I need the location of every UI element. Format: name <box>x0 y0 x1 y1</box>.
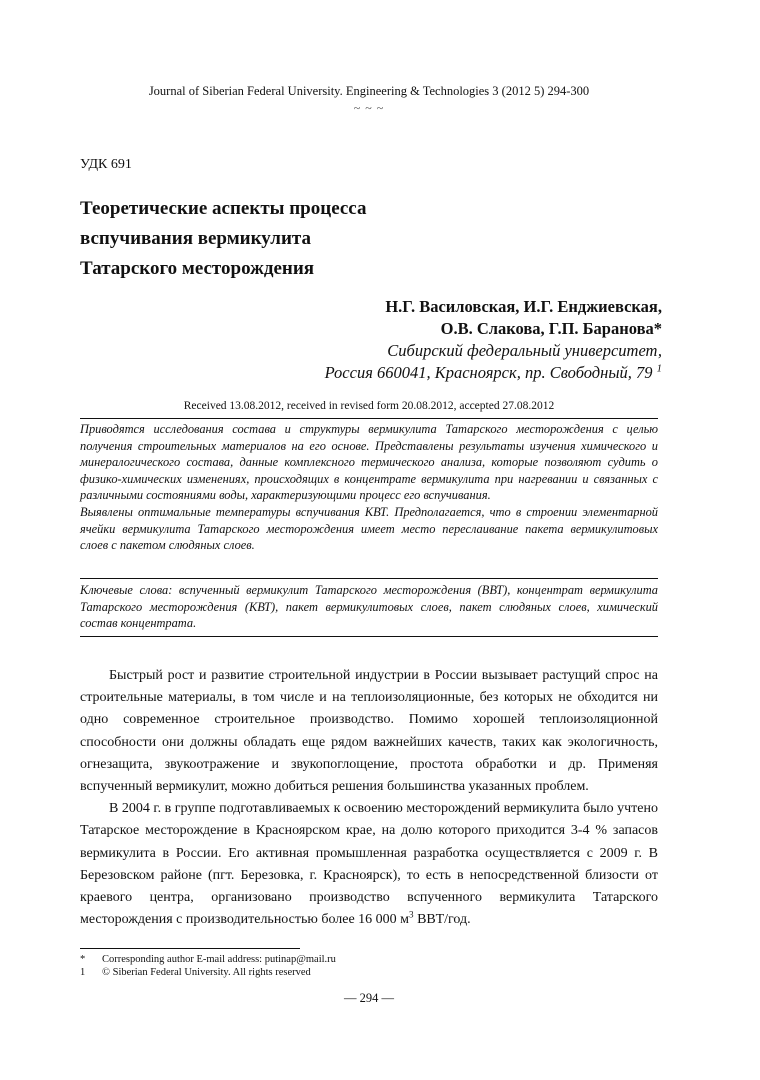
received-dates: Received 13.08.2012, received in revised form 20.08.2012, accepted 27.08.2012 <box>183 400 555 412</box>
abstract-paragraph: Выявлены оптимальные температуры вспучивания КВТ. Предполагается, что в строении элементарной ячейки вермикулита Татарского месторождения имеет место переслаивание пакета вермикулитовых слоев с пакетом слюдяных слоев. <box>80 504 658 553</box>
keywords-bottom-rule <box>80 636 658 637</box>
footnotes <box>80 953 336 979</box>
body-text: В 2004 г. в группе подготавливаемых к освоению месторождений вермикулита было учтено Татарское месторождение в Красноярском крае, на долю которого приходится 3-4 % запасов вермикулита в России. Его активная промышленная разработка осуществляется с 2009 г. В Березовском районе (пгт. Березовка, г. Красноярск), то есть в непосредственной близости от краевого центра, организовано производство вспученного вермикулита Татарского месторождения с производительностью более 16 000 м <box>80 801 658 928</box>
page-number: — 294 — <box>344 991 394 1005</box>
body-paragraph <box>80 798 658 931</box>
footnote-mark: 1 <box>80 967 86 978</box>
title-line: вспучивания вермикулита <box>80 228 311 249</box>
authors-block <box>325 296 662 384</box>
article-body <box>80 665 658 931</box>
authors-line: Н.Г. Василовская, И.Г. Енджиевская, <box>385 297 662 316</box>
keywords: Ключевые слова: вспученный вермикулит Татарского месторождения (ВВТ), концентрат вермикулита Татарского месторождения (КВТ), пакет вермикулитовых слоев, пакет слюдяных слоев, химический состав концентрата. <box>80 583 658 631</box>
affiliation-mark: 1 <box>656 362 662 375</box>
abstract-paragraph: Приводятся исследования состава и структуры вермикулита Татарского месторождения с целью получения строительных материалов на его основе. Представлены результаты изучения химического и минералогического состава, данные комплексного термического анализа, которые позволяют судить о физико-химических изменениях, происходящих в концентрате вермикулита при нагревании и связанных с различными состояниями воды, характеризующими процесс его вспучивания. <box>80 422 658 503</box>
body-text: ВВТ/год. <box>413 912 471 928</box>
abstract-top-rule <box>80 418 658 419</box>
affiliation-address: Россия 660041, Красноярск, пр. Свободный, 79 <box>324 363 653 382</box>
abstract <box>80 421 658 554</box>
journal-header: Journal of Siberian Federal University. Engineering & Technologies 3 (2012 5) 294-300 <box>148 84 590 98</box>
footnote-text: Corresponding author E-mail address: putinap@mail.ru <box>102 954 336 965</box>
footnote <box>80 953 336 966</box>
udk-code: УДК 691 <box>80 157 132 172</box>
footnote <box>80 966 336 979</box>
footnote-text: © Siberian Federal University. All rights reserved <box>102 967 311 978</box>
article-title <box>80 194 500 284</box>
title-line: Татарского месторождения <box>80 258 315 279</box>
affiliation-line: Сибирский федеральный университет, <box>387 341 662 360</box>
title-line: Теоретические аспекты процесса <box>80 198 367 219</box>
body-paragraph: Быстрый рост и развитие строительной индустрии в России вызывает растущий спрос на строительные материалы, в том числе и на теплоизоляционные, без которых не обходится ни одно современное строительное производство. Помимо хорошей теплоизоляционной способности они должны обладать еще рядом важнейших качеств, таких как экологичность, огнезащита, звукоотражение и звукопоглощение, простота обработки и др. Применяя вспученный вермикулит, можно добиться решения большинства указанных проблем. <box>80 668 658 795</box>
keywords-rule <box>80 578 658 579</box>
authors-line: О.В. Слакова, Г.П. Баранова* <box>440 319 662 338</box>
affiliation-line <box>325 362 662 384</box>
superscript: 3 <box>409 909 414 920</box>
header-divider: ~ ~ ~ <box>353 101 385 115</box>
footnote-mark: * <box>80 954 86 965</box>
footnote-rule <box>80 948 300 949</box>
